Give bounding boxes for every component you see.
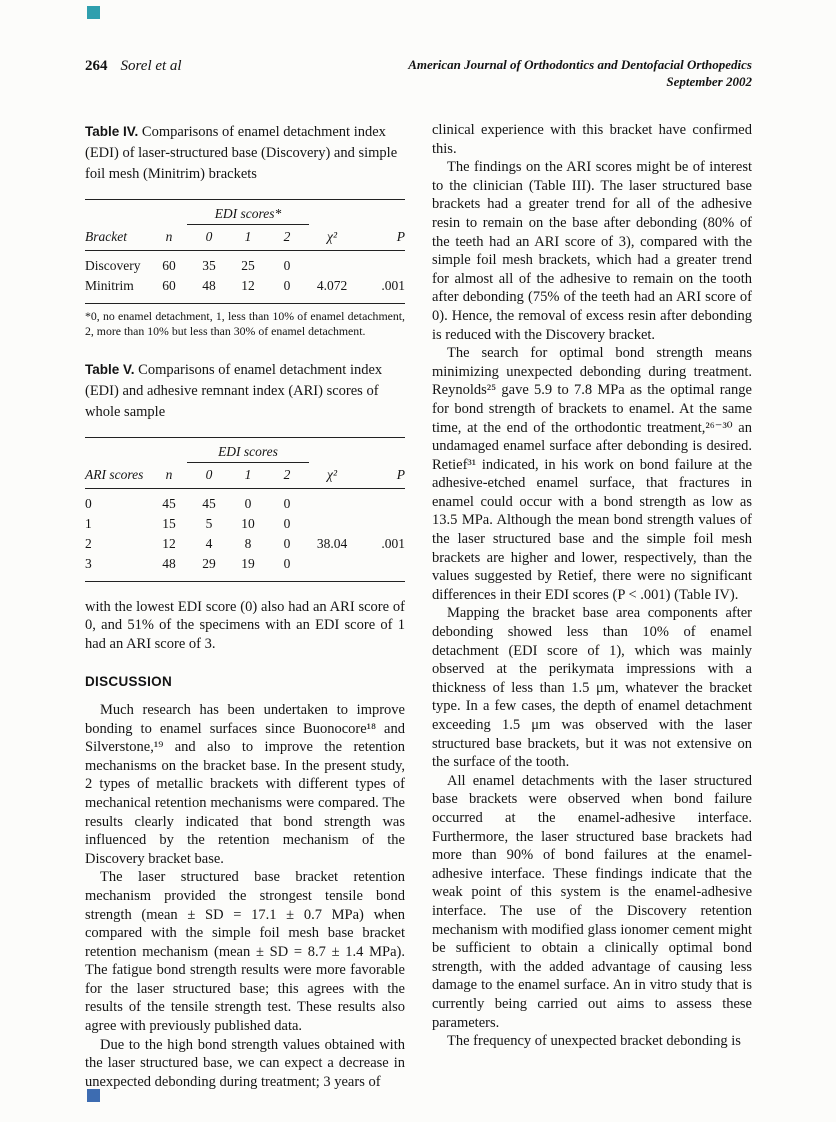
table-cell: 45 — [202, 495, 216, 511]
table-cell: 0 — [283, 495, 291, 511]
table-4-group-row — [85, 200, 405, 225]
table-cell: 29 — [202, 555, 216, 571]
page-number: 264 — [85, 58, 108, 74]
table-cell: 12 — [241, 278, 255, 293]
table-4 — [85, 199, 405, 304]
table-row — [85, 514, 405, 534]
table-cell: 48 — [202, 278, 216, 293]
table-row — [85, 554, 405, 582]
table-4-footnote: *0, no enamel detachment, 1, less than 10% of enamel detachment, 2, more than 10% but less than 30% of enamel detachment. — [85, 309, 405, 338]
table-5-header-row — [85, 462, 405, 488]
table-cell: 8 — [244, 535, 252, 551]
scan-artifact-top — [87, 6, 100, 19]
table-5-caption — [85, 359, 405, 423]
table-cell: 0 — [244, 495, 252, 511]
table-column-header: 2 — [265, 462, 309, 488]
table-cell: .001 — [381, 278, 405, 293]
table-row — [85, 276, 405, 304]
table-cell — [309, 554, 355, 582]
table-cell — [309, 488, 355, 514]
table-cell: Discovery — [85, 258, 141, 273]
table-cell: 0 — [283, 535, 291, 551]
table-cell: 60 — [162, 278, 176, 293]
table-column-header: 1 — [231, 225, 265, 251]
paragraph: Much research has been undertaken to improve bonding to enamel surfaces since Buonocore¹⁸ and Silverstone,¹⁹ and also to improve the retention mechanisms on the bracket base. In the present study, 2 types of metallic brackets with different types of mechanical retention mechanisms were compared. The results clearly indicated that bond strength was influenced by the retention mechanism of the Discovery bracket base. — [85, 701, 405, 867]
table-row — [85, 488, 405, 514]
table-column-header: χ² — [309, 225, 355, 251]
table-4-caption — [85, 121, 405, 185]
running-head-left — [85, 57, 182, 75]
discussion-heading: DISCUSSION — [85, 674, 173, 690]
table-group-header: EDI scores* — [187, 200, 309, 225]
authors-name: Sorel et al — [120, 58, 182, 74]
table-cell: 3 — [85, 555, 92, 571]
table-5 — [85, 437, 405, 582]
table-column-header: 2 — [265, 225, 309, 251]
table-cell — [355, 554, 405, 582]
table-column-header: χ² — [309, 462, 355, 488]
paragraph-continuation: clinical experience with this bracket have confirmed this. — [432, 122, 752, 157]
table-cell: 35 — [202, 258, 216, 273]
two-column-body — [85, 121, 752, 1091]
table-column-header: n — [151, 225, 187, 251]
table-cell — [309, 251, 355, 277]
table-cell: 0 — [283, 515, 291, 531]
table-cell: 4 — [205, 535, 213, 551]
table-cell: 48 — [162, 555, 176, 571]
table-cell: 12 — [162, 535, 176, 551]
table-cell: 5 — [205, 515, 213, 531]
table-cell: 38.04 — [316, 535, 348, 551]
paragraph: Due to the high bond strength values obtained with the laser structured base, we can expect a decrease in unexpected debonding during treatment; 3 years of — [85, 1036, 405, 1090]
table-column-header: 1 — [231, 462, 265, 488]
table-cell: 0 — [283, 258, 291, 273]
table-column-header: P — [355, 462, 405, 488]
table-cell — [355, 514, 405, 534]
paragraph: The laser structured base bracket retention mechanism provided the strongest tensile bond strength (mean ± SD = 17.1 ± 0.7 MPa) when compared with the simple foil mesh base bracket retention mechanism (mean ± SD = 8.7 ± 1.4 MPa). The fatigue bond strength results were more favorable for the laser structured base; this agrees with the results of the tensile strength test. These results also agree with previously published data. — [85, 869, 405, 1035]
table-column-header: P — [355, 225, 405, 251]
table-cell: 1 — [85, 515, 92, 531]
table-cell: 60 — [162, 258, 176, 273]
paragraph-continuation: with the lowest EDI score (0) also had an ARI score of 0, and 51% of the specimens with an EDI score of 1 had an ARI score of 3. — [85, 598, 405, 652]
left-column — [85, 121, 405, 1091]
table-cell: 4.072 — [316, 278, 348, 293]
table-cell — [355, 251, 405, 277]
table-column-header: ARI scores — [85, 462, 151, 488]
table-5-group-row — [85, 437, 405, 462]
paragraph: Mapping the bracket base area components after debonding showed less than 10% of enamel detachment (EDI score of 1), which was mainly observed at the perikymata impressions with a thickness of less than 1.5 μm, whatever the bracket type. In a few cases, the depth of enamel detachment exceeding 1.5 μm was observed with the laser structured base brackets, but it was not extensive on the surface of the tooth. — [432, 605, 752, 771]
table-4-header-row — [85, 225, 405, 251]
table-cell: 0 — [283, 278, 291, 293]
paragraph: All enamel detachments with the laser structured base brackets were observed when bond failure occurred at the enamel-adhesive interface. Furthermore, the laser structured base brackets had more than 90% of bond failures at the enamel-adhesive interface. These findings indicate that the weak point of this system is the enamel-adhesive interface. The use of the Discovery retention mechanism with modified glass ionomer cement might be sufficient to obtain a clinically optimal bond strength, with the added advantage of causing less damage to the enamel surface. An in vitro study that is currently being carried out aims to assess these parameters. — [432, 772, 752, 1031]
table-cell — [355, 488, 405, 514]
table-cell: 15 — [162, 515, 176, 531]
table-cell: 45 — [162, 495, 176, 511]
table-cell: 10 — [241, 515, 255, 531]
table-row — [85, 251, 405, 277]
table-5-caption-label: Table V. — [85, 361, 135, 377]
running-head-right — [408, 57, 752, 90]
journal-title: American Journal of Orthodontics and Dentofacial Orthopedics — [408, 57, 752, 72]
table-column-header: Bracket — [85, 225, 151, 251]
table-cell: 2 — [85, 535, 92, 551]
table-cell: .001 — [381, 535, 405, 551]
table-cell: 25 — [241, 258, 255, 273]
table-5-caption-text: Comparisons of enamel detachment index (EDI) and adhesive remnant index (ARI) scores of whole sample — [85, 361, 383, 420]
table-cell: Minitrim — [85, 278, 134, 293]
table-column-header: n — [151, 462, 187, 488]
issue-date: September 2002 — [666, 73, 752, 89]
table-4-caption-text: Comparisons of enamel detachment index (EDI) of laser-structured base (Discovery) and simple foil mesh (Minitrim) brackets — [85, 124, 398, 182]
right-column — [432, 121, 752, 1091]
table-cell: 0 — [85, 495, 92, 511]
table-column-header: 0 — [187, 462, 231, 488]
running-head — [85, 57, 752, 90]
paragraph: The findings on the ARI scores might be of interest to the clinician (Table III). The laser structured base brackets had a greater trend for all of the adhesive resin to remain on the base after debonding (80% of the teeth had an ARI score of 3), compared with the simple foil mesh brackets, which had a greater trend for almost all of the adhesive to remain on the tooth after debonding (75% of the teeth had an ARI score of 0). Hence, the removal of excess resin after debonding is reduced with the Discovery bracket. — [432, 159, 752, 343]
paragraph: The frequency of unexpected bracket debonding is — [447, 1033, 741, 1050]
table-column-header: 0 — [187, 225, 231, 251]
table-cell: 19 — [241, 555, 255, 571]
table-group-header: EDI scores — [187, 437, 309, 462]
table-4-caption-label: Table IV. — [85, 124, 139, 139]
table-cell — [309, 514, 355, 534]
paragraph: The search for optimal bond strength means minimizing unexpected debonding during treatment. Reynolds²⁵ gave 5.9 to 7.8 MPa as the optimal range for bond strength of brackets to enamel. At the same time, at the end of the orthodontic treatment,²⁶⁻³⁰ an undamaged enamel surface after debonding is desired. Retief³¹ indicated, in his work on bond failure at the adhesive-etched enamel surface, that fractures in enamel could occur with a bond strength as low as 13.5 MPa. Although the mean bond strength values of the laser structured base and the simple foil mesh brackets are higher and lower, respectively, than the values suggested by Retief, there were no significant differences in their EDI scores (P < .001) (Table IV). — [432, 345, 752, 603]
table-cell: 0 — [283, 555, 291, 571]
table-row — [85, 534, 405, 554]
